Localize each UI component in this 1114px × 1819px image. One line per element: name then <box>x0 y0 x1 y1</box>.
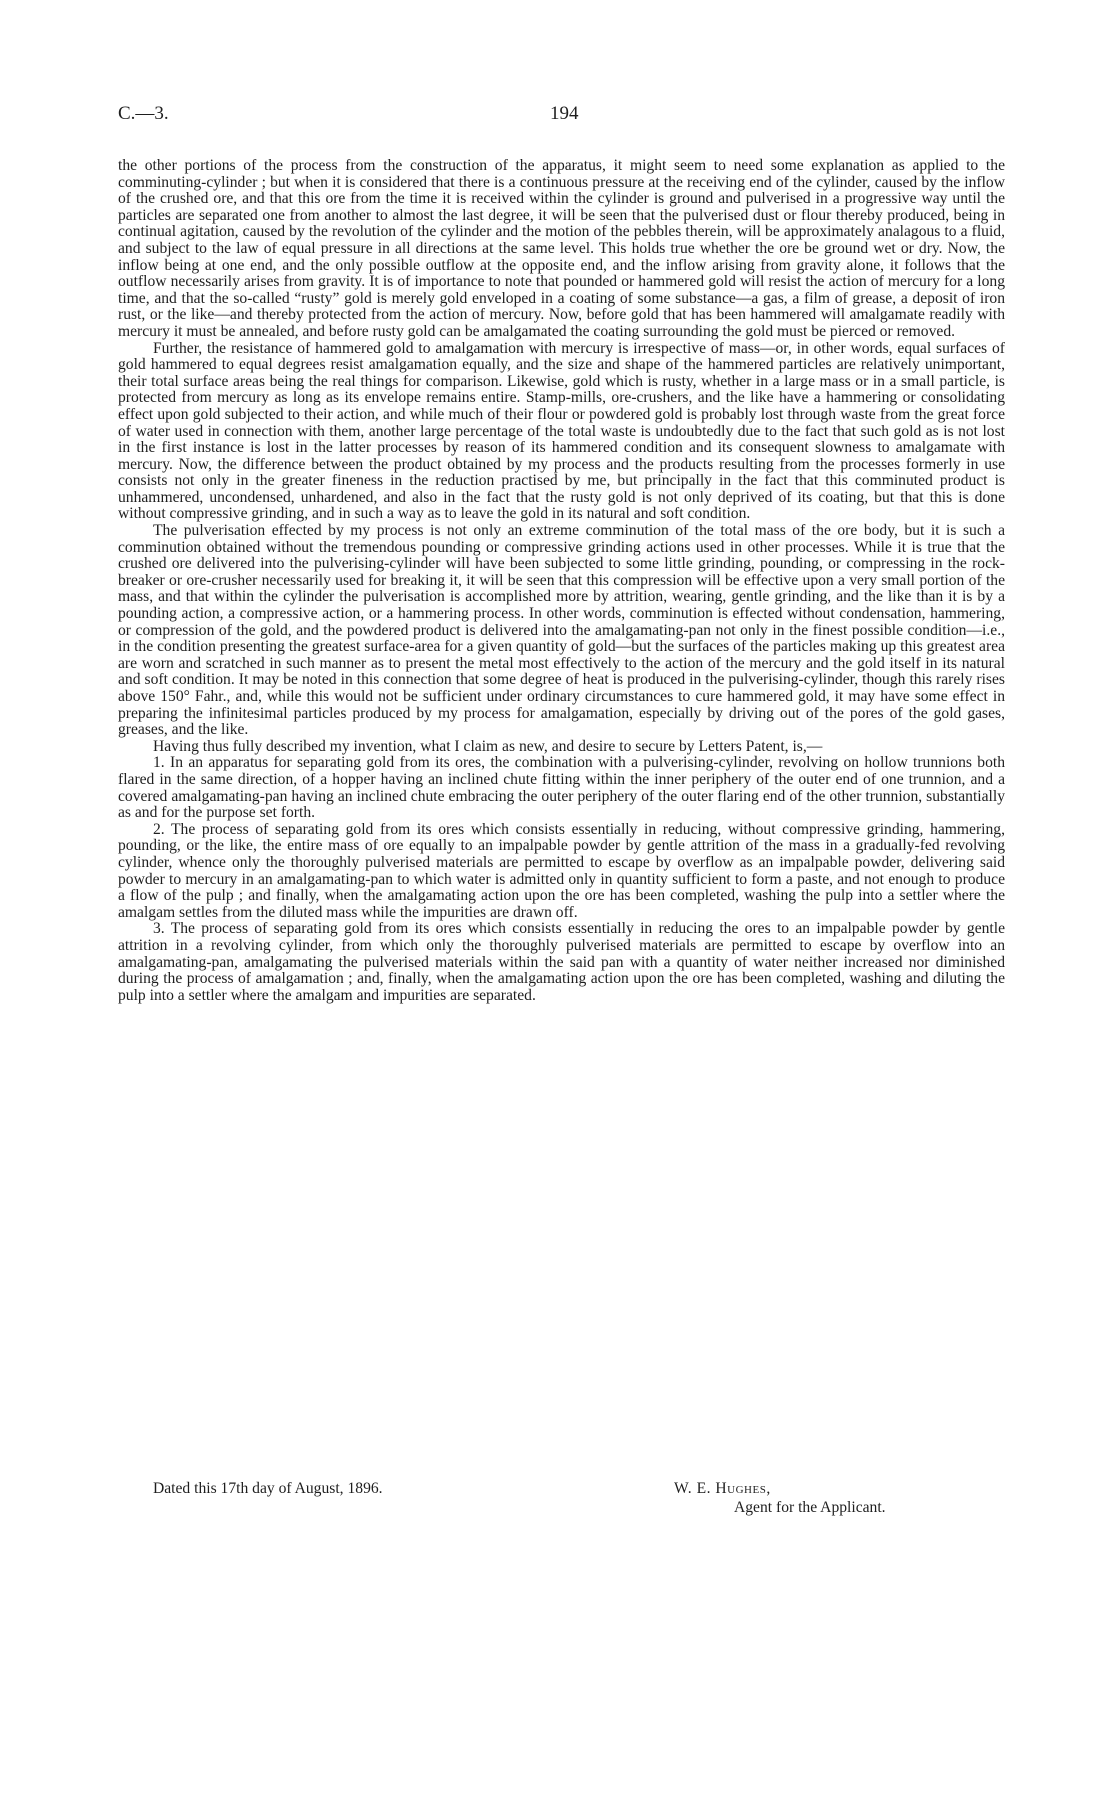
page-number: 194 <box>550 103 579 124</box>
claim-2: 2. The process of separating gold from its ores which consists essentially in reducing, without compressive grinding, hammering, pounding, or the like, the entire mass of ore equally to an impalpable powder by gentle attrition of the mass in a gradually-fed revolving cylinder, whence only the thoroughly pulverised materials are permitted to escape by overflow as an impalpable powder, delivering said powder to mercury in an amalgamating-pan to which water is admitted only in quantity sufficient to form a paste, and not enough to produce a flow of the pulp ; and finally, when the amalgamating action upon the ore has been completed, washing the pulp into a settler where the amalgam settles from the diluted mass while the impurities are drawn off. <box>118 820 1005 921</box>
signatory-role: Agent for the Applicant. <box>734 1499 886 1516</box>
paragraph-hammered-gold: Further, the resistance of hammered gold to amalgamation with mercury is irrespective of mass—or, in other words, equal surfaces of gold hammered to equal degrees resist amalgamation equally, and the size and shape of the hammered particles are relatively unimportant, their total surface areas being the real things for comparison. Likewise, gold which is rusty, whether in a large mass or in a small particle, is protected from mercury as long as its envelope remains entire. Stamp-mills, ore-crushers, and the like have a hammering or consolidating effect upon gold subjected to their action, and while much of their flour or powdered gold is probably lost through waste from the great force of water used in connection with them, another large percentage of the total waste is undoubtedly due to the fact that such gold as is not lost in the first instance is lost in the latter processes by reason of its hammered condition and its consequent slowness to amalgamate with mercury. Now, the difference between the product obtained by my process and the products resulting from the processes formerly in use consists not only in the greater fineness in the reduction practised by me, but principally in the fact that this comminuted product is unhammered, uncondensed, unhardened, and also in the fact that the rusty gold is not only deprived of its coating, but that this is done without compressive grinding, and in such a way as to leave the gold in its natural and soft condition. <box>118 339 1005 523</box>
paragraph-continuation: the other portions of the process from the construction of the apparatus, it might seem to need some explanation as applied to the comminuting-cylinder ; but when it is considered that there is a continuous pressure at the receiving end of the cylinder, caused by the inflow of the crushed ore, and that this ore from the time it is received within the cylinder is ground and pulverised in a progressive way until the particles are separated one from another to almost the last degree, it will be seen that the pulverised dust or flour thereby produced, being in continual agitation, caused by the revolution of the cylinder and the motion of the pebbles therein, will be approximately analagous to a fluid, and subject to the law of equal pressure in all directions at the same level. This holds true whether the ore be ground wet or dry. Now, the inflow being at one end, and the only possible outflow at the opposite end, and the inflow arising from gravity alone, it follows that the outflow necessarily arises from gravity. It is of importance to note that pounded or hammered gold will resist the action of mercury for a long time, and that the so-called “rusty” gold is merely gold enveloped in a coating of some substance—a gas, a film of grease, a deposit of iron rust, or the like—and thereby protected from the action of mercury. Now, before gold that has been hammered will amalgamate readily with mercury it must be annealed, and before rusty gold can be amalgamated the coating surrounding the gold must be pierced or removed. <box>118 157 1005 340</box>
claim-1: 1. In an apparatus for separating gold from its ores, the combination with a pulverising-cylinder, revolving on hollow trunnions both flared in the same direction, of a hopper having an inclined chute fitting within the inner periphery of the outer end of one trunnion, and a covered amalgamating-pan having an inclined chute embracing the outer periphery of the outer flaring end of the other trunnion, substantially as and for the purpose set forth. <box>118 754 1005 822</box>
body-text <box>118 158 1005 1004</box>
running-head <box>118 103 1008 133</box>
paragraph-claims-intro: Having thus fully described my invention, what I claim as new, and desire to secure by Letters Patent, is,— <box>153 737 823 755</box>
paragraph-pulverisation: The pulverisation effected by my process is not only an extreme comminution of the total mass of the ore body, but it is such a comminution obtained without the tremendous pounding or compressive grinding actions used in other processes. While it is true that the crushed ore delivered into the pulverising-cylinder will have been subjected to some little grinding, pounding, or compressing in the rock-breaker or ore-crusher necessarily used for breaking it, it will be seen that this compression will be effective upon a very small portion of the mass, and that within the cylinder the pulverisation is accomplished more by attrition, wearing, gentle grinding, and the like than it is by a pounding action, a compressive action, or a hammering process. In other words, comminution is effected without condensation, hammering, or compression of the gold, and the powdered product is delivered into the amalgamating-pan not only in the finest possible condition—i.e., in the condition presenting the greatest surface-area for a given quantity of gold—but the surfaces of the particles making up this greatest area are worn and scratched in such manner as to present the metal most effectively to the action of the mercury and the gold itself in its natural and soft condition. It may be noted in this connection that some degree of heat is produced in the pulverising-cylinder, though this rarely rises above 150° Fahr., and, while this would not be sufficient under ordinary circumstances to cure hammered gold, it may have some effect in preparing the infinitesimal particles produced by my process for amalgamation, especially by driving out of the pores of the gold gases, greases, and the like. <box>118 522 1005 739</box>
signatory-name: W. E. Hughes, <box>674 1480 771 1497</box>
document-code: C.—3. <box>118 103 169 124</box>
date-line: Dated this 17th day of August, 1896. <box>153 1480 383 1497</box>
claim-3: 3. The process of separating gold from its ores which consists essentially in reducing the ores to an impalpable powder by gentle attrition in a revolving cylinder, from which only the thoroughly pulverised materials are permitted to escape by overflow into an amalgamating-pan, amalgamating the pulverised materials within the said pan with a quantity of water neither increased nor diminished during the process of amalgamation ; and, finally, when the amalgamating action upon the ore has been completed, washing and diluting the pulp into a settler where the amalgam and impurities are separated. <box>118 920 1005 1004</box>
